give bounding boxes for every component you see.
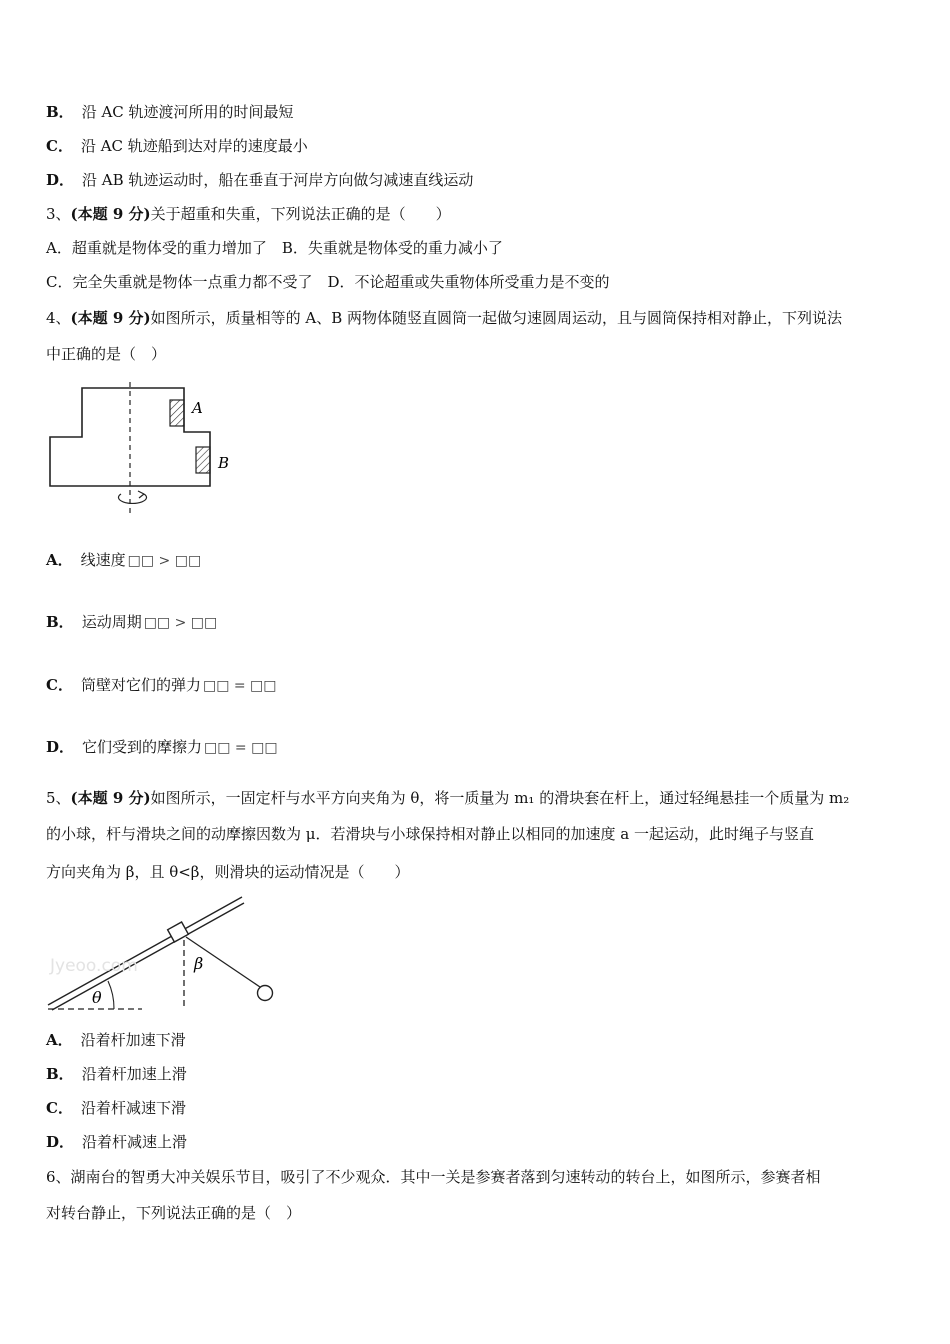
label-a: A [192, 399, 203, 417]
option-text: 运动周期 [81, 613, 142, 631]
q2-option-d [46, 170, 473, 190]
option-formula: □□ = □□ [202, 678, 277, 694]
option-text: 筒壁对它们的弹力 [80, 676, 201, 694]
q4-option-d [46, 737, 278, 758]
q5-option-d [46, 1132, 187, 1152]
option-label: A． [46, 551, 73, 569]
question-number: 6、 [46, 1168, 71, 1186]
q6-stem-line1 [46, 1167, 821, 1187]
question-stem: 关于超重和失重，下列说法正确的是（ ） [150, 205, 451, 223]
q5-option-c [46, 1098, 186, 1118]
q4-option-b [46, 612, 217, 633]
block-b [196, 447, 210, 473]
q4-option-c [46, 675, 277, 696]
q5-option-a [46, 1030, 186, 1050]
q2-option-c [46, 136, 308, 156]
q5-rod-figure [44, 893, 284, 1023]
question-number: 4、 [46, 309, 71, 327]
q5-stem-line1 [46, 788, 849, 808]
option-text: 沿着杆减速上滑 [82, 1133, 188, 1151]
q5-stem-line2: 的小球，杆与滑块之间的动摩擦因数为 μ．若滑块与小球保持相对静止以相同的加速度 a 一起运动，此时绳子与竖直 [46, 825, 815, 843]
option-label: B． [46, 613, 74, 631]
option-label: D． [46, 738, 75, 756]
q4-stem-line1 [46, 308, 842, 328]
option-label: D． [46, 171, 75, 189]
option-text: 沿 AB 轨迹运动时，船在垂直于河岸方向做匀减速直线运动 [82, 171, 474, 189]
q6-stem-line2: 对转台静止，下列说法正确的是（ ） [46, 1204, 302, 1222]
question-tag: (本题 9 分) [70, 205, 151, 223]
q3-stem [46, 204, 451, 224]
option-formula: □□ > □□ [127, 553, 202, 569]
beta-label: β [194, 954, 204, 973]
ball [258, 986, 273, 1001]
block-a [170, 400, 184, 426]
q5-option-b [46, 1064, 187, 1084]
question-stem: 如图所示，一固定杆与水平方向夹角为 θ，将一质量为 m₁ 的滑块套在杆上，通过轻绳悬挂一个质量为 m₂ [150, 789, 850, 807]
question-tag: (本题 9 分) [70, 309, 151, 327]
option-formula: □□ > □□ [143, 615, 218, 631]
q3-options-row1: A．超重就是物体受的重力增加了 B．失重就是物体受的重力减小了 [46, 239, 503, 257]
option-text: 沿着杆加速下滑 [80, 1031, 186, 1049]
slider-block [168, 922, 189, 942]
question-stem: 湖南台的智勇大冲关娱乐节目，吸引了不少观众．其中一关是参赛者落到匀速转动的转台上，如图所示，参赛者相 [70, 1168, 821, 1186]
option-label: A． [46, 1031, 73, 1049]
option-text: 沿着杆减速下滑 [80, 1099, 186, 1117]
watermark: Jyeoo.com [50, 956, 138, 976]
option-text: 沿 AC 轨迹船到达对岸的速度最小 [80, 137, 308, 155]
q4-option-a [46, 550, 201, 571]
option-formula: □□ = □□ [204, 740, 278, 756]
option-text: 它们受到的摩擦力 [82, 738, 203, 756]
option-label: B． [46, 103, 74, 121]
theta-label: θ [92, 988, 102, 1007]
option-label: C． [46, 137, 73, 155]
q3-options-row2: C．完全失重就是物体一点重力都不受了 D．不论超重或失重物体所受重力是不变的 [46, 273, 610, 291]
q4-stem-line2: 中正确的是（ ） [46, 345, 167, 363]
question-number: 5、 [46, 789, 71, 807]
option-text: 沿着杆加速上滑 [81, 1065, 187, 1083]
option-label: C． [46, 676, 73, 694]
q5-stem-line3: 方向夹角为 β，且 θ<β，则滑块的运动情况是（ ） [46, 863, 410, 881]
option-label: D． [46, 1133, 75, 1151]
question-number: 3、 [46, 205, 71, 223]
question-stem: 如图所示，质量相等的 A、B 两物体随竖直圆筒一起做匀速圆周运动，且与圆筒保持相对静止，下列说法 [150, 309, 843, 327]
option-label: C． [46, 1099, 73, 1117]
label-b: B [218, 454, 230, 472]
q4-cylinder-figure [44, 380, 244, 520]
question-tag: (本题 9 分) [70, 789, 151, 807]
q2-option-b [46, 102, 294, 122]
option-text: 线速度 [80, 551, 126, 569]
option-text: 沿 AC 轨迹渡河所用的时间最短 [81, 103, 294, 121]
option-label: B． [46, 1065, 74, 1083]
